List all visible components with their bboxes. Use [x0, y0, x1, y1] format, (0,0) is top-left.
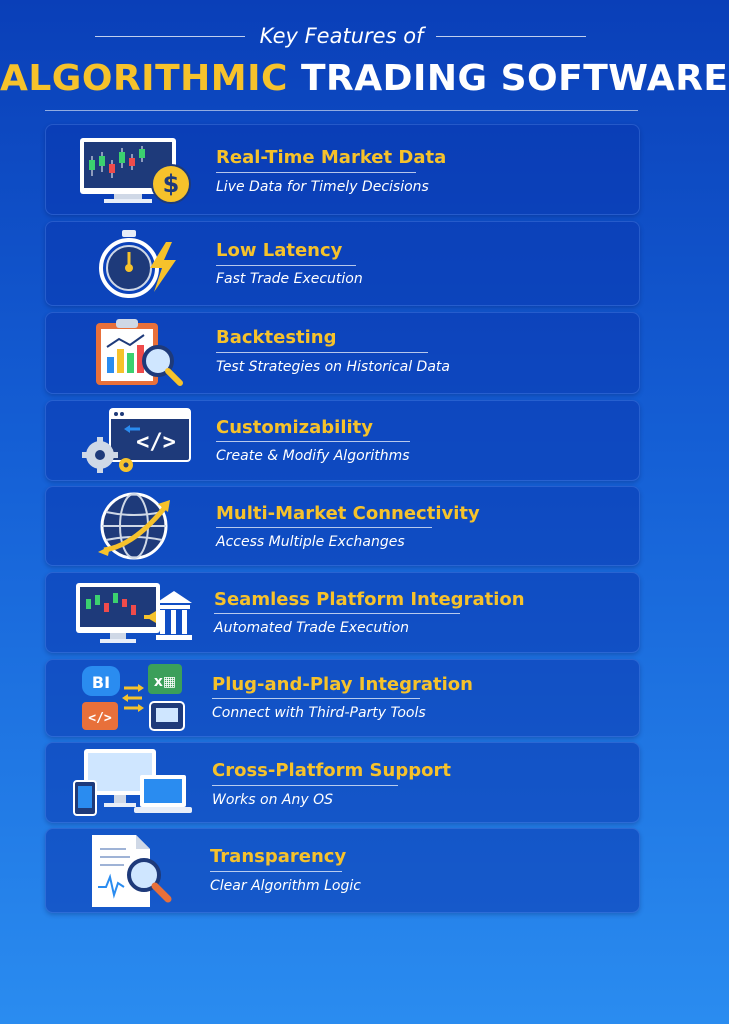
globe-arrows-icon — [74, 490, 194, 562]
feature-card-transparency — [45, 828, 640, 913]
feature-title: Cross-Platform Support — [212, 760, 451, 781]
feature-description: Test Strategies on Historical Data — [216, 359, 450, 375]
title-rest: TRADING SOFTWARE — [300, 58, 729, 99]
page-title — [0, 58, 729, 99]
svg-text:x▦: x▦ — [153, 674, 177, 690]
feature-title: Plug-and-Play Integration — [212, 674, 473, 695]
feature-rule — [210, 871, 342, 872]
feature-card-cross-platform-support — [45, 742, 640, 823]
feature-title: Real-Time Market Data — [216, 147, 447, 168]
document-magnifier-icon — [74, 835, 194, 907]
title-highlight: ALGORITHMIC — [0, 58, 288, 99]
feature-rule — [214, 613, 460, 614]
monitor-bank-icon — [74, 577, 194, 649]
header — [0, 0, 729, 115]
feature-description: Works on Any OS — [212, 792, 333, 808]
code-window-gears-icon — [74, 405, 194, 477]
feature-rule — [216, 527, 432, 528]
devices-icon — [74, 747, 194, 819]
monitor-candlestick-dollar-icon — [74, 134, 194, 206]
feature-title: Backtesting — [216, 327, 337, 348]
feature-description: Fast Trade Execution — [216, 271, 363, 287]
feature-card-low-latency — [45, 221, 640, 306]
feature-description: Automated Trade Execution — [214, 620, 410, 636]
feature-rule — [216, 441, 410, 442]
feature-title: Transparency — [210, 846, 347, 867]
feature-card-real-time-market-data — [45, 124, 640, 215]
feature-card-customizability — [45, 400, 640, 481]
feature-rule — [216, 172, 416, 173]
subtitle: Key Features of — [259, 24, 424, 48]
svg-text:BI: BI — [91, 673, 111, 692]
apps-integration-icon — [74, 662, 194, 734]
feature-description: Create & Modify Algorithms — [216, 448, 410, 464]
feature-rule — [212, 698, 420, 699]
feature-card-multi-market-connectivity — [45, 486, 640, 566]
feature-description: Live Data for Timely Decisions — [216, 179, 429, 195]
clipboard-chart-magnifier-icon — [74, 317, 194, 389]
feature-card-seamless-platform-integration — [45, 572, 640, 653]
subtitle-right-rule — [436, 36, 586, 37]
subtitle-row — [0, 22, 683, 52]
feature-title: Seamless Platform Integration — [214, 589, 525, 610]
svg-text:$: $ — [162, 169, 180, 198]
feature-description: Access Multiple Exchanges — [216, 534, 405, 550]
feature-description: Clear Algorithm Logic — [210, 878, 361, 894]
feature-rule — [216, 352, 428, 353]
feature-rule — [216, 265, 356, 266]
svg-text:</>: </> — [136, 429, 176, 455]
title-divider — [45, 110, 638, 111]
feature-rule — [212, 785, 398, 786]
feature-title: Customizability — [216, 417, 373, 438]
feature-description: Connect with Third-Party Tools — [212, 705, 426, 721]
svg-text:</>: </> — [88, 711, 112, 726]
feature-card-backtesting — [45, 312, 640, 394]
stopwatch-lightning-icon — [74, 228, 194, 300]
feature-card-plug-and-play-integration — [45, 659, 640, 737]
feature-title: Multi-Market Connectivity — [216, 503, 480, 524]
feature-title: Low Latency — [216, 240, 343, 261]
